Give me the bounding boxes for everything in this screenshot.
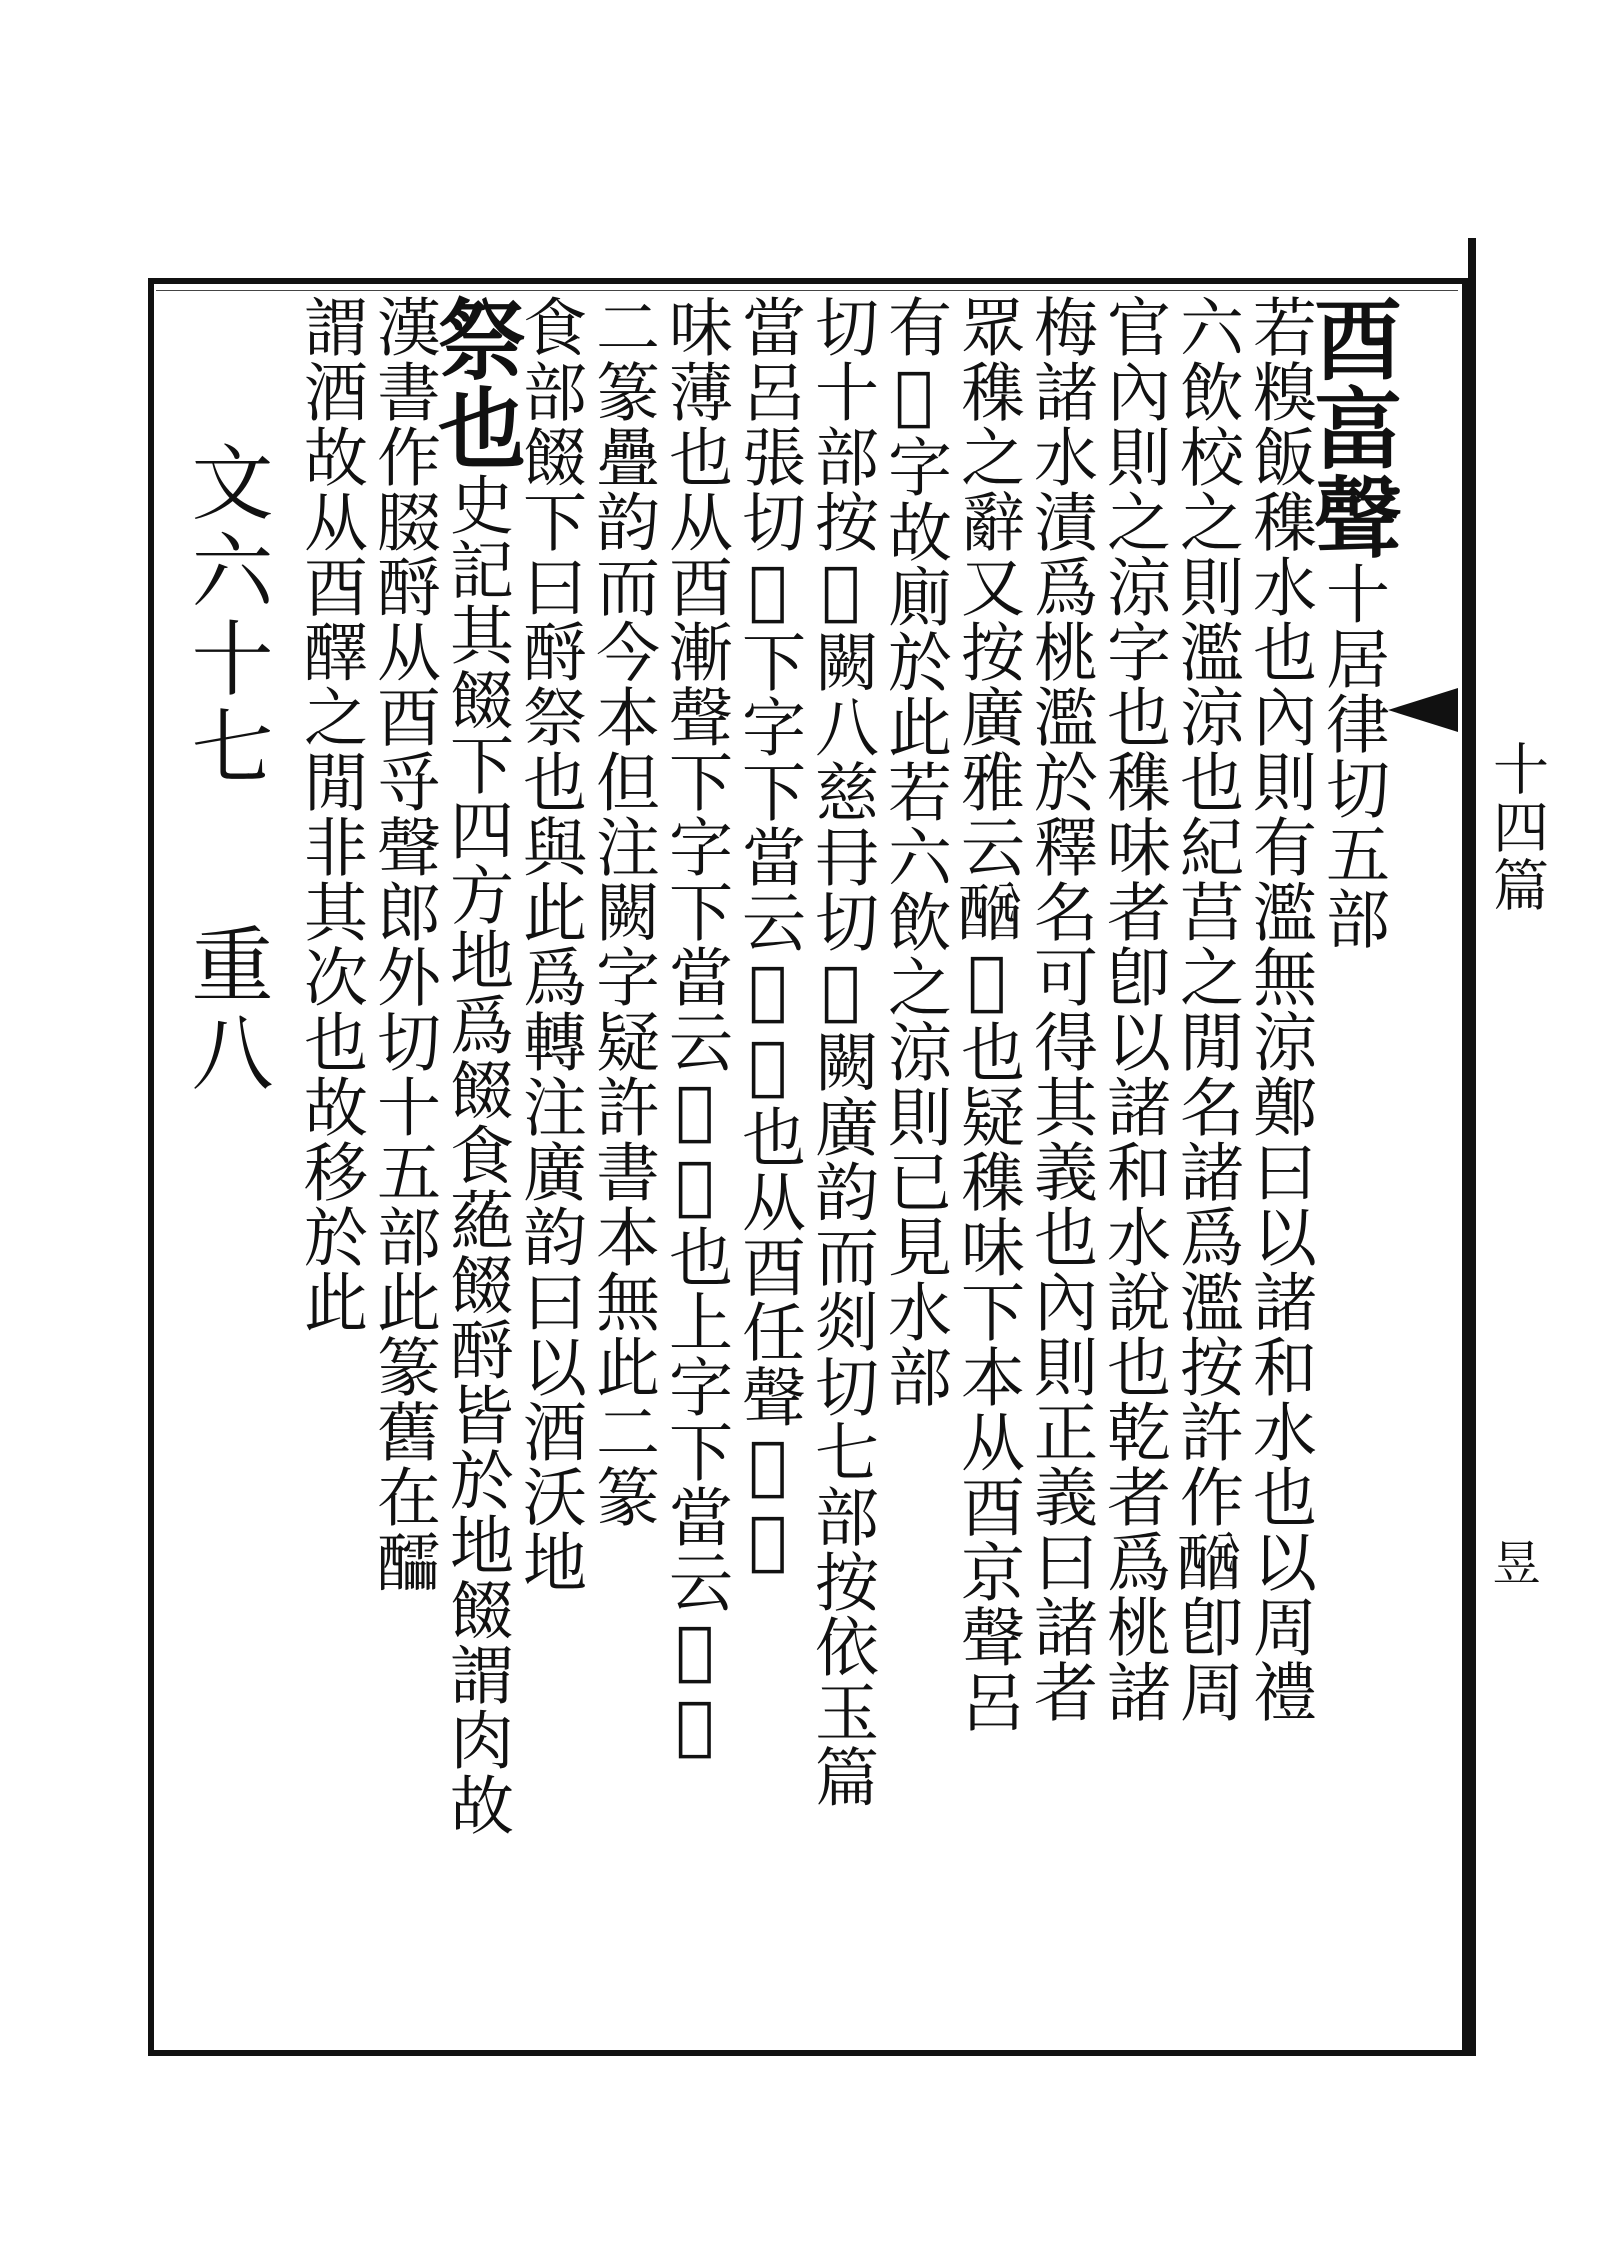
text-column bbox=[733, 294, 803, 2046]
commentary-text: 謂酒故从酉醳之閒非其次也故移於此 bbox=[293, 294, 367, 1334]
commentary-text: 十居律切五部 bbox=[1315, 561, 1389, 951]
text-column bbox=[587, 294, 657, 2046]
commentary-text: 切十部按𨢜闕八慈冄切𨣻闕廣韵而剡切七部按依玉篇 bbox=[804, 294, 878, 1809]
commentary-text: 當呂張切𨢜下字下當云𨣥𨣤也从酉任聲𨣔𨢟 bbox=[731, 294, 805, 1579]
character-count: 文六十七 bbox=[178, 440, 273, 792]
margin-chapter-label: 十四篇 bbox=[1484, 740, 1549, 914]
text-column bbox=[660, 294, 730, 2046]
headword: 酉畗聲 bbox=[1300, 294, 1404, 561]
commentary-text: 眾穕之辭又按廣雅云𨡴𨣤也疑穕味下本从酉京聲呂 bbox=[950, 294, 1024, 1734]
text-column bbox=[1171, 294, 1241, 2046]
text-column bbox=[1244, 294, 1314, 2046]
text-column bbox=[952, 294, 1022, 2046]
text-column bbox=[1025, 294, 1095, 2046]
commentary-text: 六飲校之則濫涼也紀莒之閒名諸爲濫按許作𨡴卽周 bbox=[1169, 294, 1243, 1724]
commentary-text: 梅諸水漬爲桃濫於釋名可得其義也內則正義曰諸者 bbox=[1023, 294, 1097, 1724]
fish-tail-mark bbox=[1388, 688, 1458, 732]
text-column bbox=[806, 294, 876, 2046]
commentary-text: 味薄也从酉漸聲下字下當云𨣥𨣤也上字下當云𨣥𨣤 bbox=[658, 294, 732, 1764]
headword: 祭也 bbox=[424, 294, 528, 472]
text-column bbox=[368, 294, 438, 2046]
text-column bbox=[514, 294, 584, 2046]
text-column bbox=[1098, 294, 1168, 2046]
commentary-text: 二篆疊韵而今本但注闕字疑許書本無此二篆 bbox=[585, 294, 659, 1529]
summary-column bbox=[178, 440, 273, 2040]
margin-page-number: 昱 bbox=[1484, 1538, 1540, 1586]
commentary-text: 史記其餟下四方地爲餟食蕝餟酹皆於地餟謂肉故 bbox=[439, 472, 513, 1837]
commentary-text: 漢書作腏酹从酉寽聲郎外切十五部此篆舊在醽 bbox=[366, 294, 440, 1594]
commentary-text: 有𨣤字故廁於此若六飲之涼則已見水部 bbox=[877, 294, 951, 1409]
text-columns bbox=[290, 294, 1404, 2046]
commentary-text: 食部餟下曰酹祭也與此爲轉注廣韵曰以酒沃地 bbox=[512, 294, 586, 1594]
text-column bbox=[424, 294, 528, 2046]
text-column bbox=[295, 294, 365, 2046]
text-column bbox=[879, 294, 949, 2046]
duplicate-count: 重八 bbox=[178, 922, 273, 1098]
text-column bbox=[1300, 294, 1404, 2046]
margin-rule bbox=[1468, 238, 1476, 2056]
commentary-text: 官內則之涼字也穕味者卽以諸和水說也乾者爲桃諸 bbox=[1096, 294, 1170, 1724]
commentary-text: 若糗飯穕水也內則有濫無涼鄭曰以諸和水也以周禮 bbox=[1242, 294, 1316, 1724]
